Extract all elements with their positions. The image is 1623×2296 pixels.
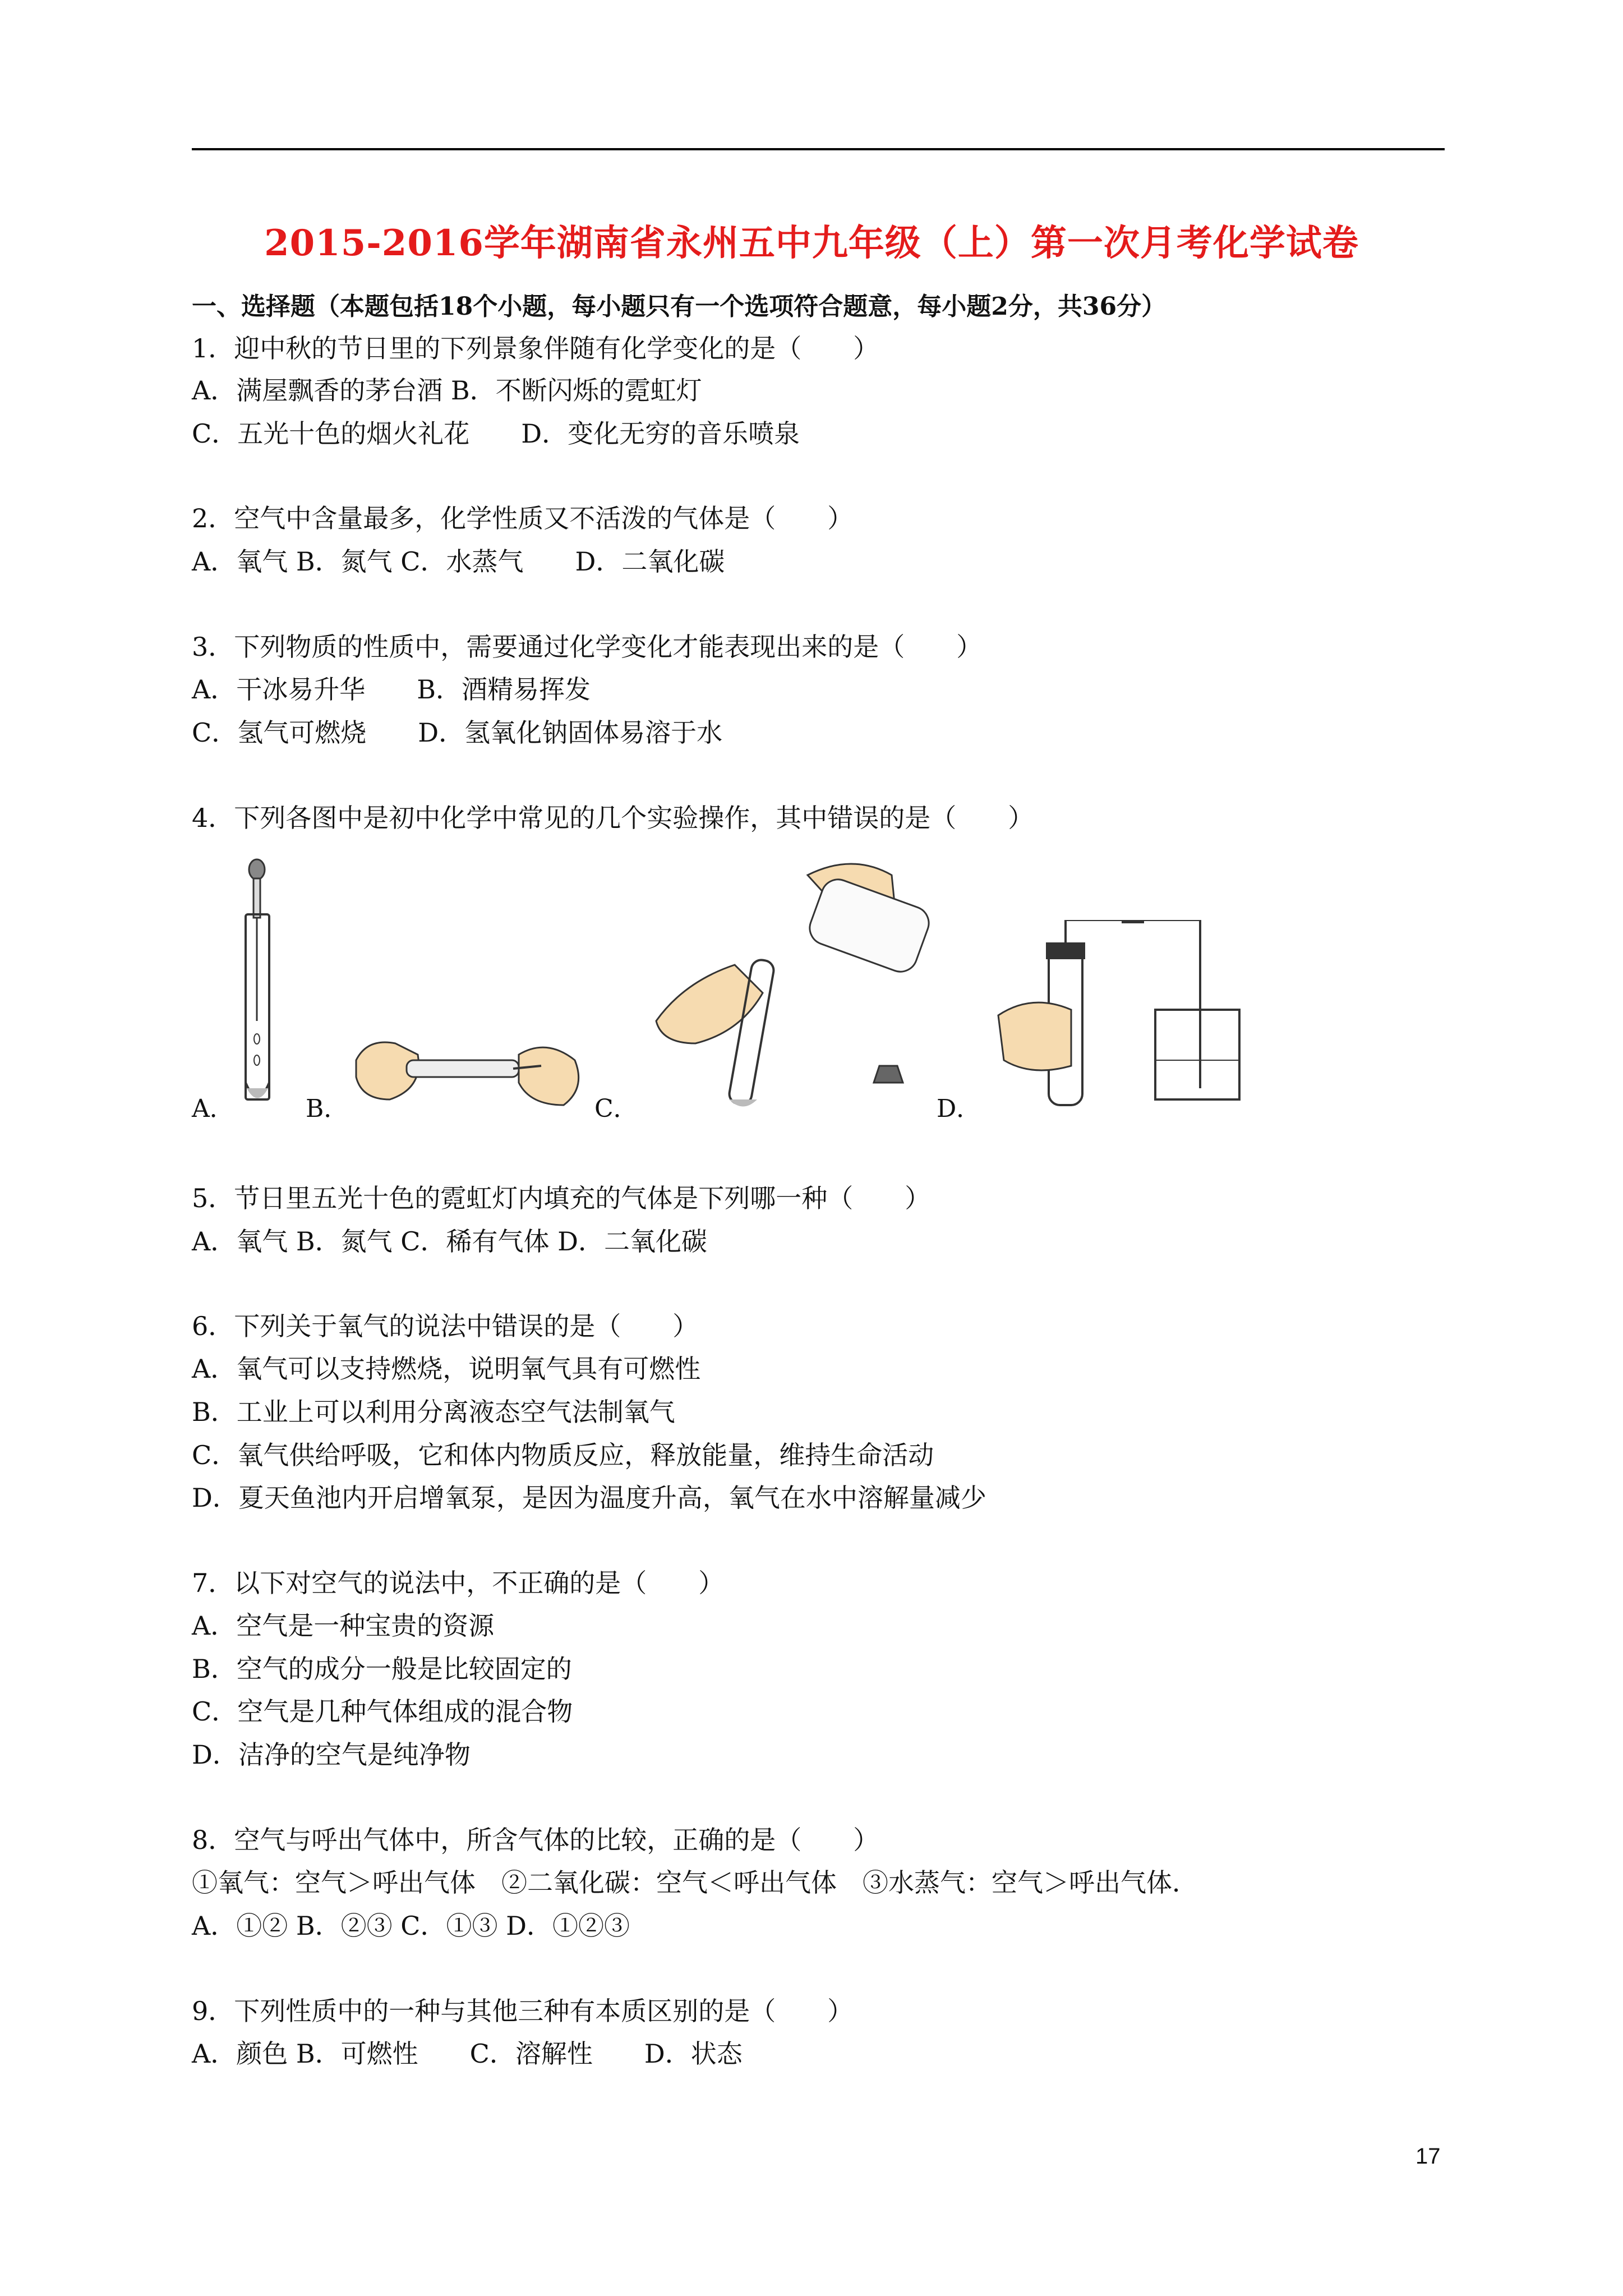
section-heading: 一、选择题（本题包括18个小题，每小题只有一个选项符合题意，每小题2分，共36分） — [192, 292, 1166, 321]
figure-label-a: A． — [192, 1094, 234, 1123]
figure-d-apparatus-illustration — [987, 920, 1267, 1116]
page-title: 2015-2016学年湖南省永州五中九年级（上）第一次月考化学试卷 — [264, 222, 1359, 264]
page-number: 17 — [1415, 2144, 1441, 2169]
question-2: 2．空气中含量最多，化学性质又不活泼的气体是（ ） — [192, 503, 854, 533]
question-8: 8．空气与呼出气体中，所含气体的比较，正确的是（ ） — [192, 1825, 879, 1855]
question-3-options-cd: C．氢气可燃烧 D．氢氧化钠固体易溶于水 — [192, 717, 723, 748]
question-6-option-d: D．夏天鱼池内开启增氧泵，是因为温度升高，氧气在水中溶解量减少 — [192, 1483, 986, 1513]
figure-b-hands-illustration — [351, 1021, 586, 1116]
question-7-option-c: C．空气是几种气体组成的混合物 — [192, 1696, 573, 1727]
question-5-options: A．氧气 B．氮气 C．稀有气体 D．二氧化碳 — [192, 1226, 707, 1257]
question-7-option-b: B．空气的成分一般是比较固定的 — [192, 1654, 572, 1684]
question-7-option-a: A．空气是一种宝贵的资源 — [192, 1611, 495, 1641]
question-3-options-ab: A．干冰易升华 B．酒精易挥发 — [192, 674, 591, 705]
question-1: 1．迎中秋的节日里的下列景象伴随有化学变化的是（ ） — [192, 333, 879, 364]
question-1-options-ab: A．满屋飘香的茅台酒 B．不断闪烁的霓虹灯 — [192, 375, 702, 406]
question-8-statements: ①氧气：空气＞呼出气体 ②二氧化碳：空气＜呼出气体 ③水蒸气：空气＞呼出气体． — [192, 1867, 1198, 1898]
question-6: 6．下列关于氧气的说法中错误的是（ ） — [192, 1311, 699, 1341]
question-9-options: A．颜色 B．可燃性 C．溶解性 D．状态 — [192, 2039, 743, 2069]
question-8-options: A．①② B．②③ C．①③ D．①②③ — [192, 1911, 630, 1941]
header-rule — [192, 148, 1445, 150]
figure-label-b: B． — [306, 1094, 349, 1123]
question-6-option-a: A．氧气可以支持燃烧，说明氧气具有可燃性 — [192, 1354, 701, 1384]
question-3: 3．下列物质的性质中，需要通过化学变化才能表现出来的是（ ） — [192, 632, 983, 662]
figure-a-dropper-illustration — [230, 858, 292, 1116]
question-9: 9．下列性质中的一种与其他三种有本质区别的是（ ） — [192, 1996, 854, 2026]
figure-label-c: C． — [594, 1094, 638, 1123]
figure-label-d: D． — [937, 1094, 981, 1123]
question-7-option-d: D．洁净的空气是纯净物 — [192, 1740, 471, 1770]
question-6-option-c: C．氧气供给呼吸，它和体内物质反应，释放能量，维持生命活动 — [192, 1440, 934, 1470]
question-5: 5．节日里五光十色的霓虹灯内填充的气体是下列哪一种（ ） — [192, 1183, 931, 1213]
question-4: 4．下列各图中是初中化学中常见的几个实验操作，其中错误的是（ ） — [192, 803, 1034, 833]
figure-c-pouring-illustration — [651, 853, 965, 1116]
question-6-option-b: B．工业上可以利用分离液态空气法制氧气 — [192, 1397, 675, 1427]
question-2-options: A．氧气 B．氮气 C．水蒸气 D．二氧化碳 — [192, 546, 725, 577]
question-7: 7．以下对空气的说法中，不正确的是（ ） — [192, 1568, 725, 1598]
question-1-options-cd: C．五光十色的烟火礼花 D．变化无穷的音乐喷泉 — [192, 418, 800, 449]
